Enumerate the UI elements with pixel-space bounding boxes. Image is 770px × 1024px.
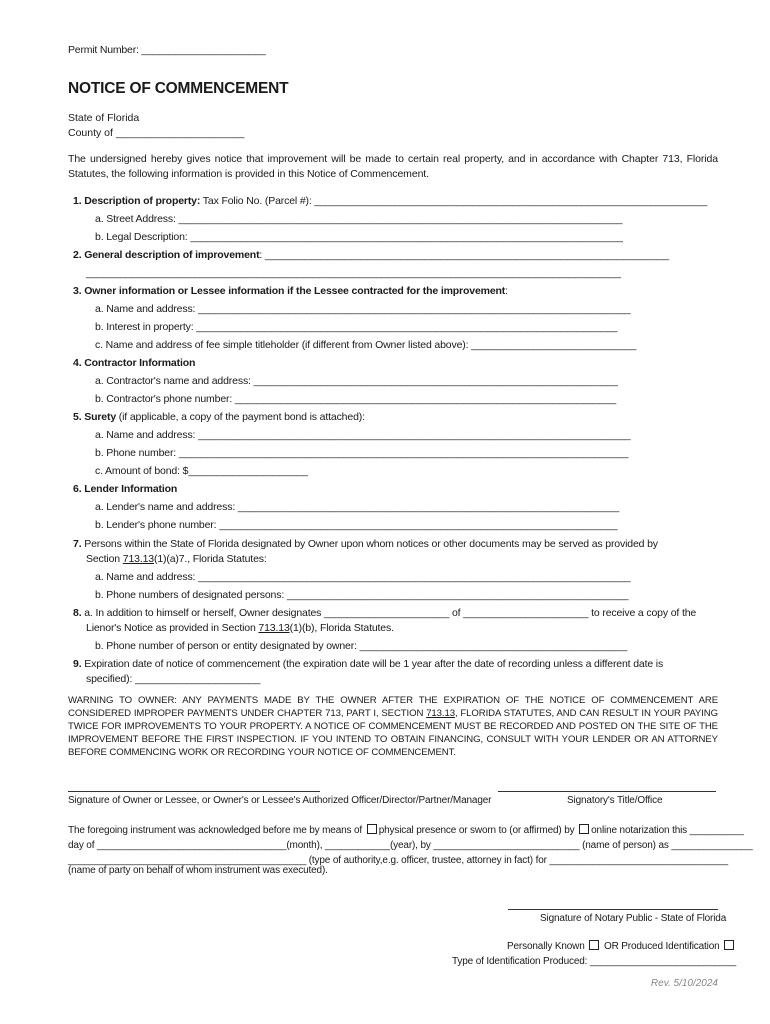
item-3: [73, 285, 508, 298]
state-label: State of Florida: [68, 112, 140, 124]
warning-to-owner: [68, 694, 718, 759]
owner-signature-label: Signature of Owner or Lessee, or Owner's or Lessee's Authorized Officer/Director/Partner/Manager: [68, 795, 492, 806]
item-5c[interactable]: c. Amount of bond: $_____________________: [95, 465, 308, 477]
personally-known-label: Personally Known: [507, 941, 585, 952]
item-7-continuation: [86, 553, 267, 566]
item-1a[interactable]: a. Street Address: ______________________________________________________________________________: [95, 213, 623, 225]
item-3-label: 3. Owner information or Lessee information if the Lessee contracted for the improvement: [73, 285, 506, 297]
item-1-label: 1. Description of property:: [73, 195, 201, 207]
item-8-section-prefix: Lienor's Notice as provided in Section: [86, 622, 259, 634]
item-3a[interactable]: a. Name and address: ____________________________________________________________________________: [95, 303, 631, 315]
item-7: [73, 538, 658, 551]
notary-line-1: [68, 824, 744, 837]
intro-paragraph: The undersigned hereby gives notice that improvement will be made to certain real property, and in accordance with Chapter 713, Florida Statutes, the following information is provided in this Notice of Commencement.: [68, 153, 718, 180]
permit-number: Permit Number: ______________________: [68, 44, 266, 56]
page-title: NOTICE OF COMMENCEMENT: [68, 80, 289, 97]
item-8[interactable]: [73, 607, 696, 620]
identification-type-field[interactable]: Type of Identification Produced: ___________________________: [452, 956, 737, 967]
item-1-field[interactable]: Tax Folio No. (Parcel #): _____________________________________________________________________: [200, 195, 708, 207]
county-field[interactable]: County of ______________________: [68, 127, 245, 139]
revision-date: Rev. 5/10/2024: [650, 978, 718, 989]
notary-signature-line[interactable]: [508, 909, 718, 910]
owner-signature-line[interactable]: [68, 791, 320, 792]
item-2-continuation[interactable]: ______________________________________________________________________________________________: [86, 267, 621, 279]
notary-line-1-text-c[interactable]: online notarization this __________: [591, 825, 744, 836]
item-6-label: 6. Lender Information: [73, 483, 178, 495]
statute-link-713-13[interactable]: 713.13: [122, 553, 154, 565]
item-3c[interactable]: c. Name and address of fee simple titleholder (if different from Owner listed above): _____________________________: [95, 339, 637, 351]
item-3b[interactable]: b. Interest in property: __________________________________________________________________________: [95, 321, 618, 333]
statute-link-713-13[interactable]: 713.13: [258, 622, 290, 634]
item-8b[interactable]: b. Phone number of person or entity designated by owner: _______________________________________________: [95, 640, 628, 652]
warning-text-part-1: WARNING TO OWNER: ANY PAYMENTS MADE BY THE OWNER AFTER THE EXPIRATION OF THE NOTICE OF COMMENCEMENT ARE CONSIDERED IMPROPER PAYMENTS UNDER CHAPTER 713, PART I, SECTION: [68, 695, 718, 719]
item-5a[interactable]: a. Name and address: ____________________________________________________________________________: [95, 429, 631, 441]
produced-identification-checkbox[interactable]: [724, 940, 734, 950]
notary-line-1-text-b: physical presence or sworn to (or affirmed) by: [378, 825, 575, 836]
identification-options: [507, 940, 736, 953]
item-8a-text[interactable]: a. In addition to himself or herself, Owner designates ______________________ of ______________________ to receive a copy of the: [81, 607, 697, 619]
item-5b[interactable]: b. Phone number: _______________________________________________________________________________: [95, 447, 629, 459]
item-4a[interactable]: a. Contractor's name and address: ________________________________________________________________: [95, 375, 618, 387]
notary-line-2[interactable]: day of ___________________________________(month), ____________(year), by ___________________________ (name of person) as _______________: [68, 840, 753, 851]
item-7a[interactable]: a. Name and address: ____________________________________________________________________________: [95, 571, 631, 583]
signatory-title-line[interactable]: [498, 791, 716, 792]
item-1b[interactable]: b. Legal Description: ____________________________________________________________________________: [95, 231, 623, 243]
notary-line-3[interactable]: ____________________________________________ (type of authority,e.g. officer, trustee, attorney in fact) for _________________________________: [68, 855, 729, 866]
notary-line-4: (name of party on behalf of whom instrument was executed).: [68, 865, 328, 876]
item-7-section-suffix: (1)(a)7., Florida Statutes:: [153, 553, 267, 565]
state-county-block: [68, 111, 244, 141]
item-9-label: 9.: [73, 658, 82, 670]
signatory-title-label: Signatory's Title/Office: [567, 795, 663, 806]
statute-link-713-13[interactable]: 713.13: [426, 708, 455, 719]
item-6a[interactable]: a. Lender's name and address: ___________________________________________________________________: [95, 501, 620, 513]
notary-signature-label: Signature of Notary Public - State of Florida: [540, 913, 727, 924]
item-8-label: 8.: [73, 607, 82, 619]
produced-identification-label: OR Produced Identification: [603, 941, 720, 952]
item-3-colon: :: [505, 285, 508, 297]
item-7-label: 7.: [73, 538, 82, 550]
online-notarization-checkbox[interactable]: [579, 824, 589, 834]
item-9: [73, 658, 663, 671]
physical-presence-checkbox[interactable]: [367, 824, 377, 834]
item-7-section-prefix: Section: [86, 553, 123, 565]
item-8-continuation: [86, 622, 394, 635]
warning-text-part-2: , FLORIDA STATUTES, AND CAN RESULT IN YOUR PAYING TWICE FOR IMPROVEMENTS TO YOUR PROPERTY. A NOTICE OF COMMENCEMENT MUST BE RECORDED AND POSTED ON THE SITE OF THE IMPROVEMENT BEFORE THE FIRST INSPECTION. IF YOU INTEND TO OBTAIN FINANCING, CONSULT WITH YOUR LENDER OR AN ATTORNEY BEFORE COMMENCING WORK OR RECORDING YOUR NOTICE OF COMMENCEMENT.: [68, 708, 718, 758]
item-5-label: 5. Surety: [73, 411, 117, 423]
item-5-note: (if applicable, a copy of the payment bond is attached):: [116, 411, 365, 423]
item-6b[interactable]: b. Lender's phone number: ______________________________________________________________________: [95, 519, 618, 531]
personally-known-checkbox[interactable]: [589, 940, 599, 950]
item-8-section-suffix: (1)(b), Florida Statutes.: [289, 622, 394, 634]
item-4b[interactable]: b. Contractor's phone number: ___________________________________________________________________: [95, 393, 617, 405]
item-2-field[interactable]: : _______________________________________________________________________: [259, 249, 669, 261]
item-2-label: 2. General description of improvement: [73, 249, 260, 261]
item-2[interactable]: [73, 249, 669, 262]
item-7b[interactable]: b. Phone numbers of designated persons: ____________________________________________________________: [95, 589, 629, 601]
item-4-label: 4. Contractor Information: [73, 357, 196, 369]
item-5: [73, 411, 365, 424]
item-9-text: Expiration date of notice of commencement (the expiration date will be 1 year after the date of recording unless a different date is: [81, 658, 664, 670]
item-7-text: Persons within the State of Florida designated by Owner upon whom notices or other documents may be served as provided by: [81, 538, 658, 550]
item-9-continuation[interactable]: specified): ______________________: [86, 673, 261, 685]
item-1[interactable]: [73, 195, 707, 208]
notary-line-1-text-a: The foregoing instrument was acknowledged before me by means of: [68, 825, 363, 836]
